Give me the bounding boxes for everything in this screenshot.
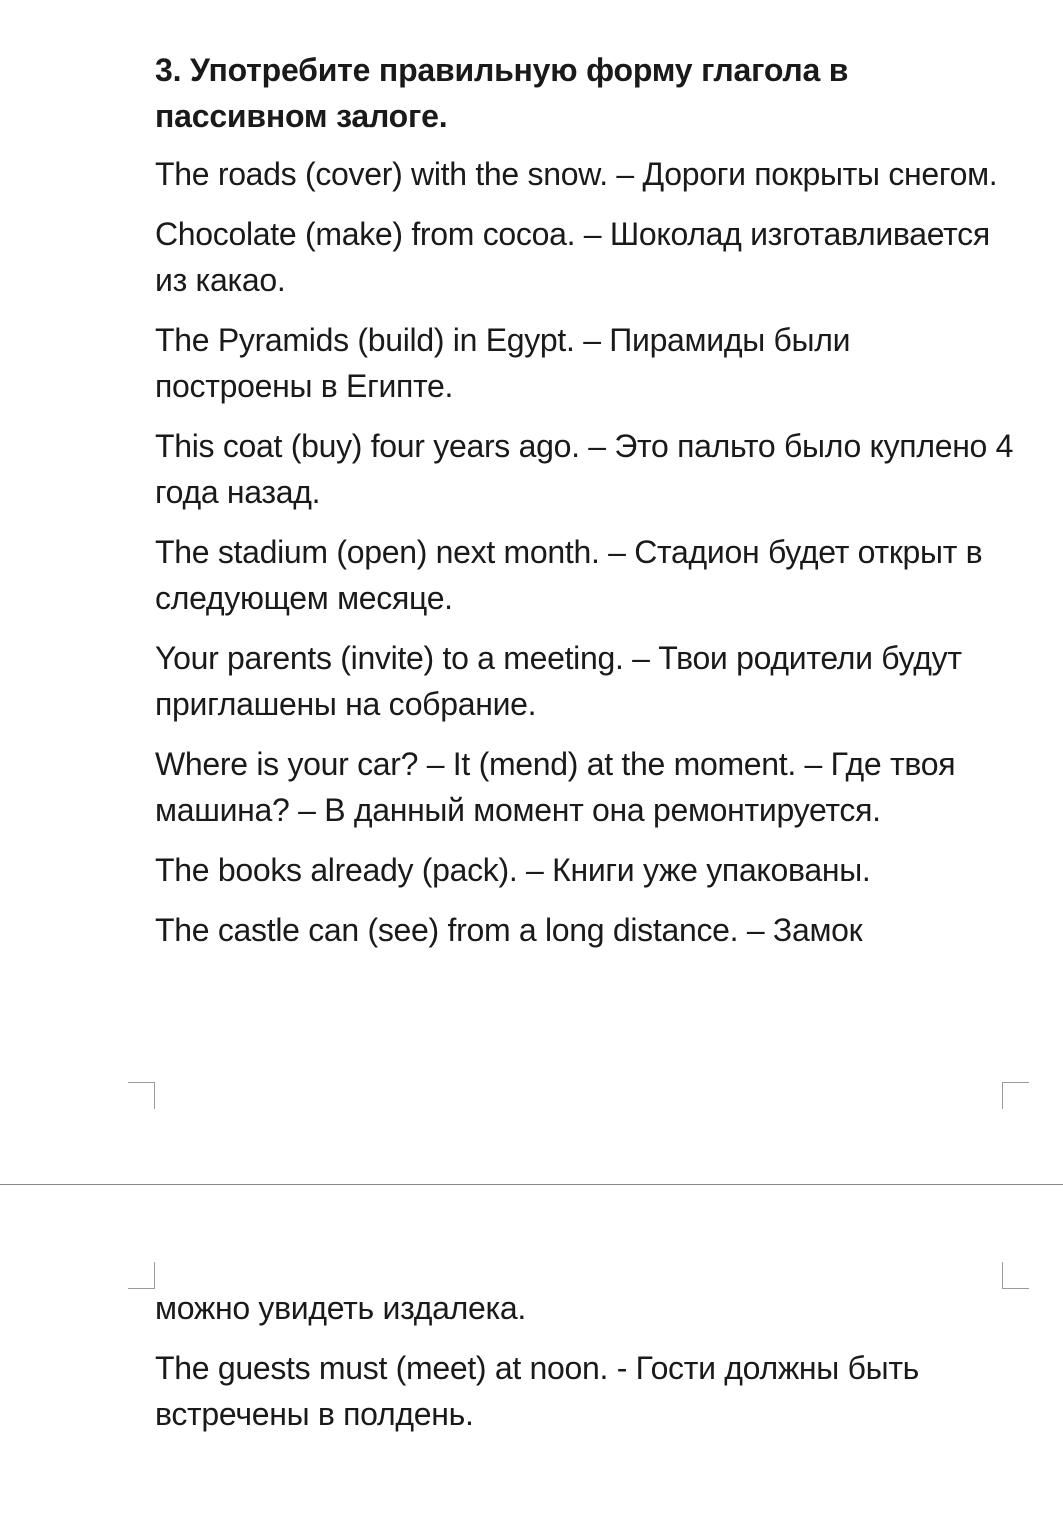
margin-corner-mark <box>1002 1082 1029 1109</box>
sentence-10: The guests must (meet) at noon. - Гости должны быть встречены в полдень. <box>155 1350 920 1432</box>
sentence-2: Chocolate (make) from cocoa. – Шоколад изготавливается из какао. <box>155 216 990 298</box>
sentence-5: The stadium (open) next month. – Стадион будет открыт в следующем месяце. <box>155 534 983 616</box>
page-2-content <box>155 1285 1015 1451</box>
sentence-1: The roads (cover) with the snow. – Дороги покрыты снегом. <box>155 156 998 192</box>
sentence-9-start: The castle can (see) from a long distance. – Замок <box>155 912 863 948</box>
margin-corner-mark <box>128 1262 155 1289</box>
sentence-8: The books already (pack). – Книги уже упакованы. <box>155 852 871 888</box>
sentence-7: Where is your car? – It (mend) at the moment. – Где твоя машина? – В данный момент она ремонтируется. <box>155 746 956 828</box>
sentence-3: The Pyramids (build) in Egypt. – Пирамиды были построены в Египте. <box>155 322 851 404</box>
page-1-content <box>155 47 1015 967</box>
sentence-9-end: можно увидеть издалека. <box>155 1290 526 1326</box>
sentence-6: Your parents (invite) to a meeting. – Твои родители будут приглашены на собрание. <box>155 640 962 722</box>
sentence-4: This coat (buy) four years ago. – Это пальто было куплено 4 года назад. <box>155 428 1014 510</box>
exercise-heading: 3. Употребите правильную форму глагола в пассивном залоге. <box>155 52 849 134</box>
page-break-divider <box>0 1184 1063 1185</box>
margin-corner-mark <box>128 1082 155 1109</box>
